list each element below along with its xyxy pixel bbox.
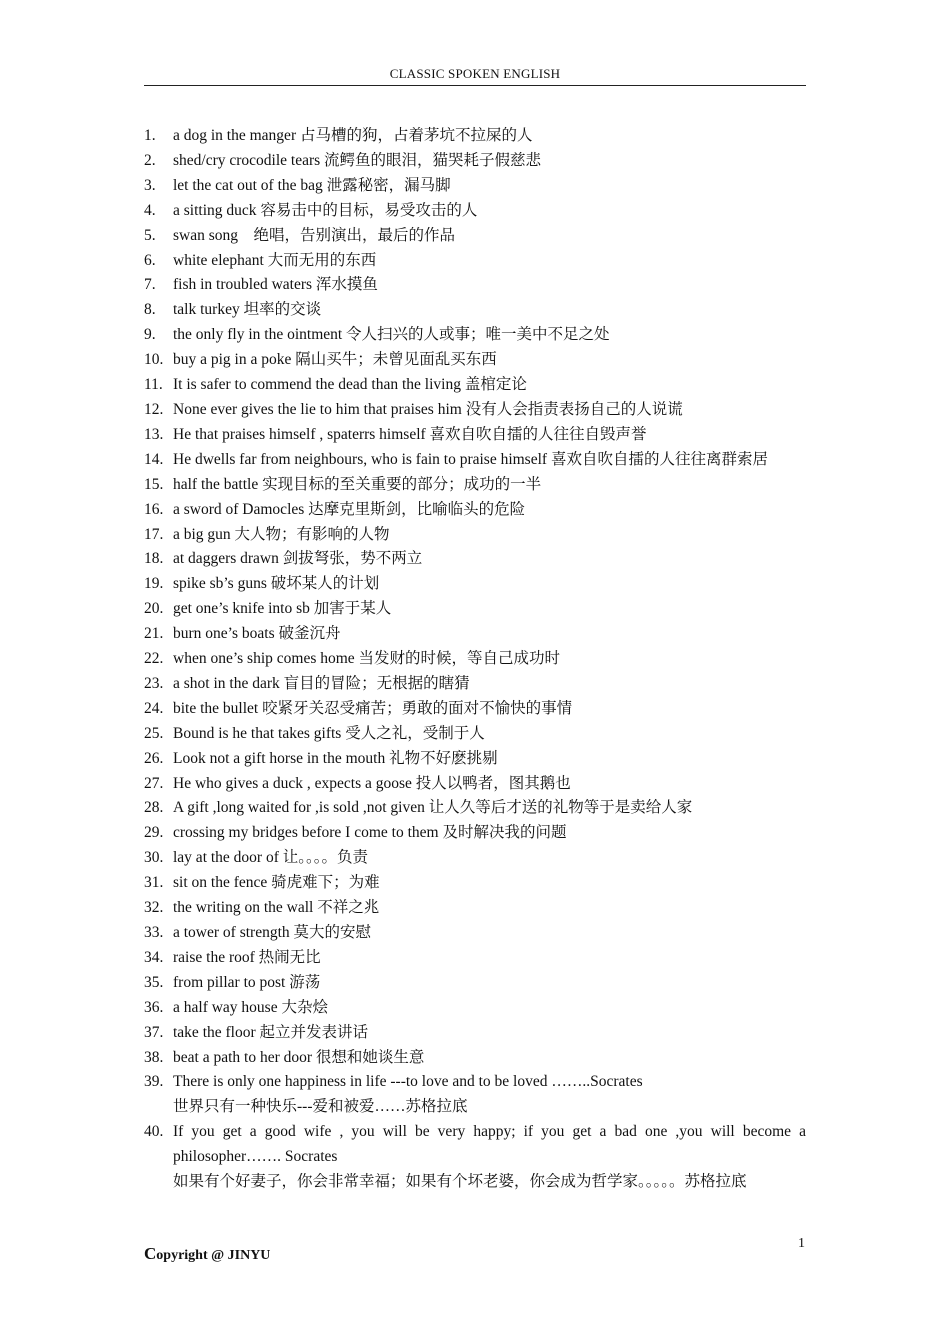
list-item — [144, 547, 806, 572]
item-text: half the battle 实现目标的至关重要的部分；成功的一半 — [173, 475, 542, 493]
item-number: 17. — [144, 525, 164, 543]
item-number: 23. — [144, 674, 164, 692]
list-item — [144, 373, 806, 398]
item-number: 18. — [144, 550, 164, 568]
list-item — [144, 323, 806, 348]
item-number: 3. — [144, 176, 156, 194]
list-item — [144, 946, 806, 971]
list-item — [144, 597, 806, 622]
list-item — [144, 249, 806, 274]
item-text: a dog in the manger 占马槽的狗，占着茅坑不拉屎的人 — [173, 127, 533, 144]
item-text: from pillar to post 游荡 — [173, 973, 321, 991]
phrase-list — [144, 124, 806, 1195]
list-item — [144, 1021, 806, 1046]
item-number: 5. — [144, 226, 156, 244]
item-number: 19. — [144, 575, 164, 593]
page-header: CLASSIC SPOKEN ENGLISH — [144, 66, 806, 86]
list-item — [144, 846, 806, 871]
item-text: when one’s ship comes home 当发财的时候，等自己成功时 — [173, 650, 561, 668]
list-item — [144, 149, 806, 174]
item-number: 10. — [144, 351, 164, 369]
list-item — [144, 572, 806, 597]
item-translation: 世界只有一种快乐---爱和被爱……苏格拉底 — [173, 1098, 468, 1116]
list-item — [144, 473, 806, 498]
item-text: at daggers drawn 剑拔弩张，势不两立 — [173, 550, 423, 568]
item-text: crossing my bridges before I come to them 及时解决我的问题 — [173, 824, 567, 842]
item-text: the only fly in the ointment 令人扫兴的人或事；唯一美中不足之处 — [173, 326, 610, 344]
item-text: get one’s knife into sb 加害于某人 — [173, 600, 392, 618]
item-text: swan song 绝唱，告别演出，最后的作品 — [173, 226, 456, 244]
list-item — [144, 921, 806, 946]
item-text: None ever gives the lie to him that praises him 没有人会指责表扬自己的人说谎 — [173, 400, 683, 418]
list-item — [144, 348, 806, 373]
item-text: He dwells far from neighbours, who is fain to praise himself 喜欢自吹自擂的人往往离群索居 — [173, 450, 768, 468]
item-text: a sword of Damocles 达摩克里斯剑，比喻临头的危险 — [173, 500, 526, 518]
item-text: If you get a good wife , you will be very happy; if you get a bad one ,you will become a philosopher……. Socrates — [173, 1123, 806, 1166]
item-number: 8. — [144, 301, 156, 319]
item-number: 39. — [144, 1073, 164, 1091]
item-number: 30. — [144, 849, 164, 867]
list-item — [144, 124, 806, 149]
item-number: 13. — [144, 425, 164, 443]
item-text: a big gun 大人物；有影响的人物 — [173, 525, 390, 543]
item-number: 40. — [144, 1123, 164, 1141]
item-number: 21. — [144, 625, 164, 643]
item-number: 37. — [144, 1023, 164, 1041]
item-text: talk turkey 坦率的交谈 — [173, 301, 322, 319]
item-number: 34. — [144, 948, 164, 966]
item-number: 15. — [144, 475, 164, 493]
item-text-block — [173, 1120, 806, 1195]
list-item — [144, 821, 806, 846]
list-item — [144, 1120, 806, 1195]
list-item — [144, 448, 806, 473]
item-number: 27. — [144, 774, 164, 792]
item-text: a half way house 大杂烩 — [173, 998, 328, 1016]
item-text: A gift ,long waited for ,is sold ,not given 让人久等后才送的礼物等于是卖给人家 — [173, 799, 693, 817]
item-text: buy a pig in a poke 隔山买牛；未曾见面乱买东西 — [173, 351, 497, 369]
item-number: 20. — [144, 600, 164, 618]
item-number: 16. — [144, 500, 164, 518]
list-item — [144, 747, 806, 772]
item-text: Look not a gift horse in the mouth 礼物不好麽挑剔 — [173, 749, 498, 767]
item-text: burn one’s boats 破釜沉舟 — [173, 625, 341, 643]
item-text: a shot in the dark 盲目的冒险；无根据的瞎猜 — [173, 674, 470, 692]
item-number: 7. — [144, 276, 156, 294]
page-number: 1 — [798, 1236, 805, 1251]
list-item — [144, 672, 806, 697]
item-translation: 如果有个好妻子，你会非常幸福；如果有个坏老婆，你会成为哲学家。。。。。苏格拉底 — [173, 1173, 747, 1191]
list-item — [144, 622, 806, 647]
item-text: beat a path to her door 很想和她谈生意 — [173, 1048, 425, 1066]
item-number: 25. — [144, 724, 164, 742]
item-text: a tower of strength 莫大的安慰 — [173, 924, 372, 941]
list-item — [144, 423, 806, 448]
list-item — [144, 772, 806, 797]
list-item — [144, 1070, 806, 1120]
item-number: 6. — [144, 251, 156, 269]
item-text: let the cat out of the bag 泄露秘密，漏马脚 — [173, 176, 451, 194]
item-number: 31. — [144, 874, 164, 892]
item-text: take the floor 起立并发表讲话 — [173, 1023, 369, 1041]
item-text: shed/cry crocodile tears 流鳄鱼的眼泪，猫哭耗子假慈悲 — [173, 151, 542, 169]
item-text: a sitting duck 容易击中的目标，易受攻击的人 — [173, 201, 478, 219]
list-item — [144, 523, 806, 548]
item-number: 12. — [144, 400, 164, 418]
item-number: 29. — [144, 824, 164, 842]
item-number: 24. — [144, 699, 164, 717]
list-item — [144, 1046, 806, 1071]
item-text: bite the bullet 咬紧牙关忍受痛苦；勇敢的面对不愉快的事情 — [173, 699, 573, 717]
item-text: He who gives a duck , expects a goose 投人以鸭者，图其鹅也 — [173, 774, 571, 792]
item-text: the writing on the wall 不祥之兆 — [173, 899, 380, 917]
item-text-block — [173, 1070, 806, 1120]
list-item — [144, 224, 806, 249]
item-number: 28. — [144, 799, 164, 817]
list-item — [144, 398, 806, 423]
item-number: 9. — [144, 326, 156, 344]
list-item — [144, 174, 806, 199]
list-item — [144, 871, 806, 896]
item-number: 11. — [144, 376, 163, 394]
item-text: It is safer to commend the dead than the living 盖棺定论 — [173, 376, 527, 394]
item-text: raise the roof 热闹无比 — [173, 948, 321, 966]
list-item — [144, 896, 806, 921]
list-item — [144, 647, 806, 672]
item-number: 4. — [144, 201, 156, 219]
item-text: lay at the door of 让。。。。负责 — [173, 849, 369, 867]
item-text: white elephant 大而无用的东西 — [173, 251, 377, 269]
item-number: 38. — [144, 1048, 164, 1066]
copyright-text: opyright @ JINYU — [156, 1248, 271, 1263]
list-item — [144, 498, 806, 523]
item-text: spike sb’s guns 破坏某人的计划 — [173, 575, 380, 593]
item-text: fish in troubled waters 浑水摸鱼 — [173, 276, 378, 294]
list-item — [144, 971, 806, 996]
item-number: 2. — [144, 151, 156, 169]
item-number: 35. — [144, 973, 164, 991]
item-text: Bound is he that takes gifts 受人之礼，受制于人 — [173, 724, 485, 742]
item-number: 14. — [144, 450, 164, 468]
copyright-footer — [144, 1244, 270, 1264]
item-text: sit on the fence 骑虎难下；为难 — [173, 874, 380, 892]
item-number: 32. — [144, 899, 164, 917]
list-item — [144, 273, 806, 298]
item-text: He that praises himself , spaterrs himself 喜欢自吹自擂的人往往自毁声誉 — [173, 425, 647, 443]
list-item — [144, 722, 806, 747]
item-number: 33. — [144, 924, 164, 941]
item-number: 1. — [144, 127, 156, 144]
list-item — [144, 996, 806, 1021]
list-item — [144, 298, 806, 323]
list-item — [144, 796, 806, 821]
item-text: There is only one happiness in life ---to love and to be loved ……..Socrates — [173, 1073, 643, 1091]
list-item — [144, 199, 806, 224]
copyright-initial: C — [144, 1244, 157, 1263]
item-number: 22. — [144, 650, 164, 668]
item-number: 36. — [144, 998, 164, 1016]
item-number: 26. — [144, 749, 164, 767]
list-item — [144, 697, 806, 722]
